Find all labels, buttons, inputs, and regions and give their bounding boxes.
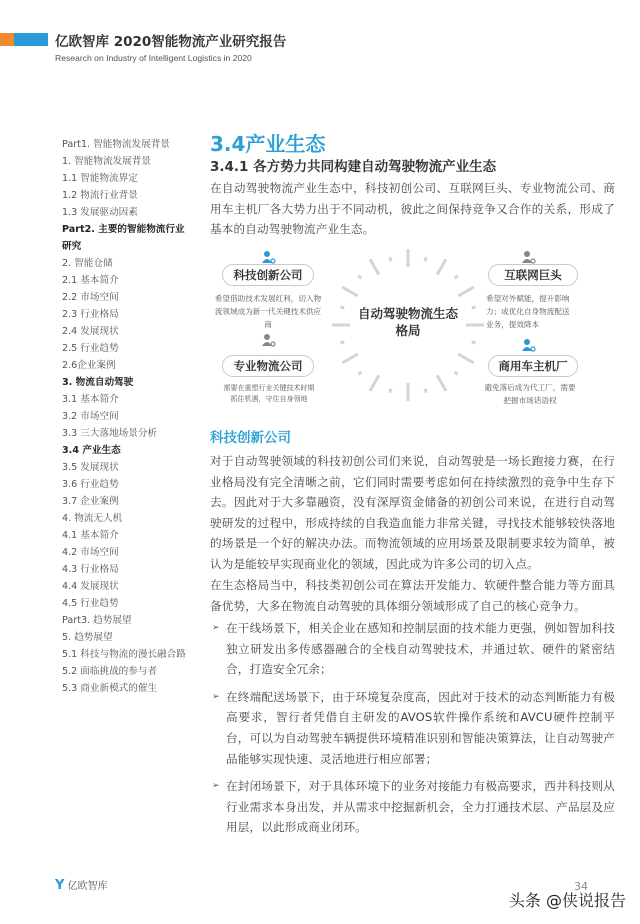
toc-item[interactable]: 2.4 发展现状 — [62, 326, 119, 337]
toc-item[interactable]: 4.3 行业格局 — [62, 564, 119, 575]
person-icon — [262, 250, 276, 264]
ring-dash — [359, 276, 362, 279]
ring-dash — [437, 375, 446, 391]
node-tech-startups-desc: 希望借助技术发展红利，切入物流领域成为新一代关键技术供应商 — [214, 294, 322, 329]
node-truck-oems-desc: 避免落后成为代工厂，需要把握市场话语权 — [484, 383, 576, 405]
ring-dash — [340, 342, 344, 343]
toc-item[interactable]: 5. 趋势展望 — [62, 632, 113, 643]
person-icon — [262, 333, 276, 347]
node-tech-startups: 科技创新公司 — [222, 264, 314, 286]
bullet-list — [210, 618, 615, 838]
toc-item[interactable]: 2. 智能仓储 — [62, 258, 113, 269]
toc-item[interactable]: 3.7 企业案例 — [62, 496, 119, 507]
diagram-center-label: 自动驾驶物流生态格局 — [358, 306, 459, 338]
ring-dash — [370, 375, 379, 391]
ring-dash — [455, 372, 458, 375]
ring-dash — [425, 389, 426, 393]
toc-item[interactable]: 1.2 物流行业背景 — [62, 190, 138, 201]
header-accent-orange — [0, 33, 14, 46]
paragraph: 在生态格局当中，科技类初创公司在算法开发能力、软硬件整合能力等方面具备优势，大多在物流自动驾驶的具体细分领域形成了自己的核心竞争力。 — [210, 578, 615, 613]
toc-item[interactable]: Part3. 趋势展望 — [62, 615, 132, 626]
ring-dash — [342, 287, 358, 296]
ring-dash — [472, 307, 476, 308]
ring-dash — [458, 354, 474, 363]
person-icon — [522, 250, 536, 264]
node-truck-oems: 商用车主机厂 — [488, 355, 578, 377]
arrow-bullet-icon: ➢ — [212, 781, 220, 792]
toc-item[interactable]: 2.6企业案例 — [62, 360, 116, 371]
watermark: 头条 @侠说报告 — [508, 891, 626, 910]
toc-item[interactable]: 1. 智能物流发展背景 — [62, 156, 151, 167]
toc-item[interactable]: 1.1 智能物流界定 — [62, 173, 138, 184]
toc-item[interactable]: 2.1 基本简介 — [62, 275, 119, 286]
logo-y-icon: Y — [55, 878, 65, 893]
subsection-title: 3.4.1 各方势力共同构建自动驾驶物流产业生态 — [210, 159, 497, 175]
toc-item[interactable]: 2.2 市场空间 — [62, 292, 119, 303]
ring-dash — [370, 259, 379, 275]
report-title: 亿欧智库 2020智能物流产业研究报告 — [55, 34, 287, 50]
toc-item[interactable]: 1.3 发展驱动因素 — [62, 207, 138, 218]
ring-dash — [359, 372, 362, 375]
toc-item[interactable]: 3.4 产业生态 — [62, 445, 121, 456]
toc-item[interactable]: 4.1 基本简介 — [62, 530, 119, 541]
footer-logo: Y 亿欧智库 — [55, 878, 108, 893]
page-number: 34 — [574, 880, 588, 893]
report-subtitle: Research on Industry of Intelligent Logistics in 2020 — [55, 53, 252, 63]
ring-dash — [425, 257, 426, 261]
bullet-item: ➢ 在干线场景下，相关企业在感知和控制层面的技术能力更强，例如智加科技独立研发出多传感器融合的全栈自动驾驶技术，并通过软、硬件的紧密结合，打造安全冗余； — [210, 618, 615, 680]
ring-dash — [437, 259, 446, 275]
toc-item[interactable]: 4. 物流无人机 — [62, 513, 123, 524]
paragraph: 对于自动驾驶领域的科技初创公司们来说，自动驾驶是一场长跑接力赛，在行业格局没有完全清晰之前，它们同时需要考虑如何在持续激烈的竞争中生存下去。因此对于大多靠融资，没有深厚资金储备的初创公司来说，在进行自动驾驶研发的过程中，形成持续的自我造血能力非常关键，寻找技术能够较快落地的场景是一个好的解决办法。而物流领域的应用场景及限制要求较为简单，被认为是能较早实现商业化的领域，因此成为许多公司的切入点。 — [210, 454, 615, 571]
ring-dash — [455, 276, 458, 279]
bullet-item: ➢ 在终端配送场景下，由于环境复杂度高，因此对于技术的动态判断能力有极高要求，智行者凭借自主研发的AVOS软件操作系统和AVCU硬件控制平台，可以为自动驾驶车辆提供环境精准识别和智能决策算法，让自动驾驶产品能够实现快速、灵活地进行相应部署； — [210, 687, 615, 769]
toc-item[interactable]: 3.5 发展现状 — [62, 462, 119, 473]
node-logistics-companies-desc: 需要在重塑行业关键技术时期抓住机遇，守住自身领地 — [223, 384, 315, 403]
toc-item[interactable]: 3. 物流自动驾驶 — [62, 377, 134, 388]
subsection-heading-tech-startups: 科技创新公司 — [210, 430, 291, 446]
ring-dash — [472, 342, 476, 343]
arrow-bullet-icon: ➢ — [212, 691, 220, 702]
node-internet-giants: 互联网巨头 — [488, 264, 578, 286]
toc-item[interactable]: 3.3 三大落地场景分析 — [62, 428, 158, 439]
table-of-contents — [62, 136, 188, 697]
ring-dash — [342, 354, 358, 363]
toc-item[interactable]: 3.2 市场空间 — [62, 411, 119, 422]
arrow-bullet-icon: ➢ — [212, 623, 220, 633]
person-icon — [522, 338, 536, 352]
toc-item[interactable]: 4.4 发展现状 — [62, 581, 119, 592]
header-accent-blue — [14, 33, 48, 46]
ring-dash — [458, 287, 474, 296]
ring-dash — [390, 389, 391, 393]
ring-dash — [340, 307, 344, 308]
toc-item[interactable]: 5.3 商业新模式的催生 — [62, 683, 158, 694]
toc-item[interactable]: 2.3 行业格局 — [62, 309, 119, 320]
node-logistics-companies: 专业物流公司 — [222, 355, 314, 377]
toc-item[interactable]: Part2. 主要的智能物流行业研究 — [62, 224, 185, 252]
toc-item[interactable]: Part1. 智能物流发展背景 — [62, 139, 170, 150]
intro-paragraph: 在自动驾驶物流产业生态中，科技初创公司、互联网巨头、专业物流公司、商用车主机厂各大势力出于不同动机，彼此之间保持竞争又合作的关系，形成了基本的自动驾驶物流产业生态。 — [210, 181, 615, 237]
toc-item[interactable]: 3.6 行业趋势 — [62, 479, 119, 490]
toc-item[interactable]: 4.2 市场空间 — [62, 547, 119, 558]
toc-item[interactable]: 3.1 基本简介 — [62, 394, 119, 405]
toc-item[interactable]: 4.5 行业趋势 — [62, 598, 119, 609]
ring-dash — [390, 257, 391, 261]
bullet-item: ➢ 在封闭场景下，对于具体环境下的业务对接能力有极高要求，西井科技则从行业需求本身出发，并从需求中挖掘新机会，全力打通技术层、产品层及应用层，以此形成商业闭环。 — [210, 776, 615, 838]
node-internet-giants-desc: 希望对外赋能，提升影响力；或优化自身物流配送业务，提效降本 — [486, 294, 570, 329]
toc-item[interactable]: 2.5 行业趋势 — [62, 343, 119, 354]
section-title: 3.4产业生态 — [210, 132, 326, 156]
toc-item[interactable]: 5.2 面临挑战的参与者 — [62, 666, 158, 677]
toc-item[interactable]: 5.1 科技与物流的漫长融合路 — [62, 649, 186, 660]
